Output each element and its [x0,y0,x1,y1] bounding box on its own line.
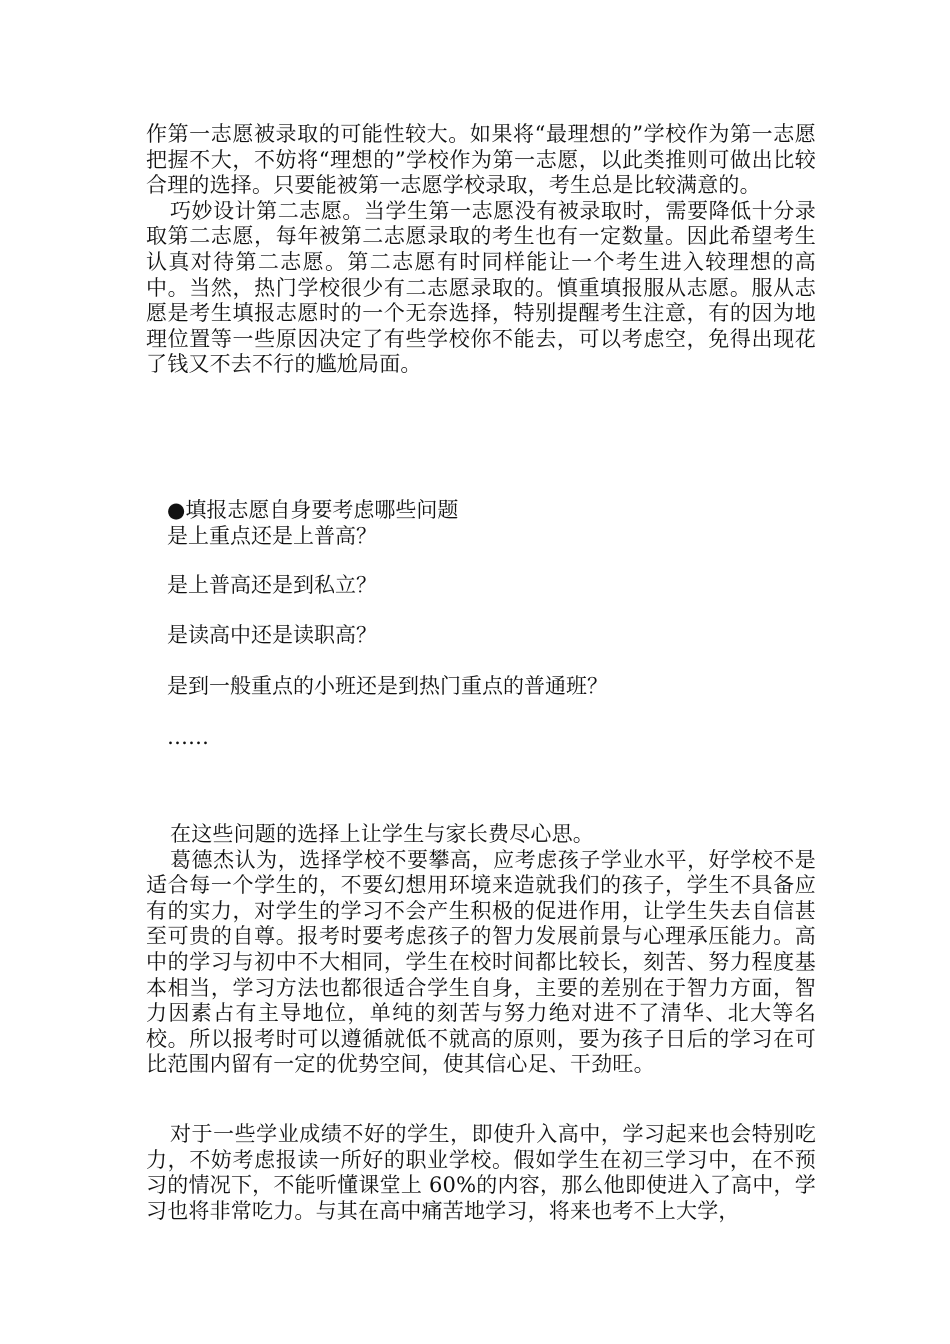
paragraph-first-choice: 作第一志愿被录取的可能性较大。如果将“最理想的”学校作为第一志愿把握不大，不妨将“理想的”学校作为第一志愿，以此类推则可做出比较合理的选择。只要能被第一志愿学校录取，考生总是比较满意的。 [146,122,816,198]
question-item: 是上普高还是到私立？ [167,573,377,597]
question-item: 是到一般重点的小班还是到热门重点的普通班？ [167,674,608,698]
ellipsis: …… [167,725,209,749]
paragraph-ge-dejie: 葛德杰认为，选择学校不要攀高，应考虑孩子学业水平，好学校不是适合每一个学生的，不要幻想用环境来造就我们的孩子，学生不具备应有的实力，对学生的学习不会产生积极的促进作用，让学生失去自信甚至可贵的自尊。报考时要考虑孩子的智力发展前景与心理承压能力。高中的学习与初中不大相同，学生在校时间都比较长，刻苦、努力程度基本相当，学习方法也都很适合学生自身，主要的差别在于智力方面，智力因素占有主导地位，单纯的刻苦与努力绝对进不了清华、北大等名校。所以报考时可以遵循就低不就高的原则，要为孩子日后的学习在可比范围内留有一定的优势空间，使其信心足、干劲旺。 [146,847,816,1077]
paragraph-intro: 在这些问题的选择上让学生与家长费尽心思。 [170,822,594,846]
paragraph-vocational: 对于一些学业成绩不好的学生，即使升入高中，学习起来也会特别吃力，不妨考虑报读一所好的职业学校。假如学生在初三学习中，在不预习的情况下，不能听懂课堂上 60%的内容，那么他即使进入了高中，学习也将非常吃力。与其在高中痛苦地学习，将来也考不上大学， [146,1122,816,1223]
section-vocational-school [146,1122,816,1224]
question-item: 是上重点还是上普高？ [167,524,377,548]
section-heading: ●填报志愿自身要考虑哪些问题 [167,498,459,522]
section-volunteer-strategy [146,122,816,378]
question-item: 是读高中还是读职高？ [167,623,377,647]
section-expert-advice [146,822,816,1078]
paragraph-second-choice: 巧妙设计第二志愿。当学生第一志愿没有被录取时，需要降低十分录取第二志愿，每年被第二志愿录取的考生也有一定数量。因此希望考生认真对待第二志愿。第二志愿有时同样能让一个考生进入较理想的高中。当然，热门学校很少有二志愿录取的。慎重填报服从志愿。服从志愿是考生填报志愿时的一个无奈选择，特别提醒考生注意，有的因为地理位置等一些原因决定了有些学校你不能去，可以考虑空，免得出现花了钱又不去不行的尴尬局面。 [146,198,816,377]
